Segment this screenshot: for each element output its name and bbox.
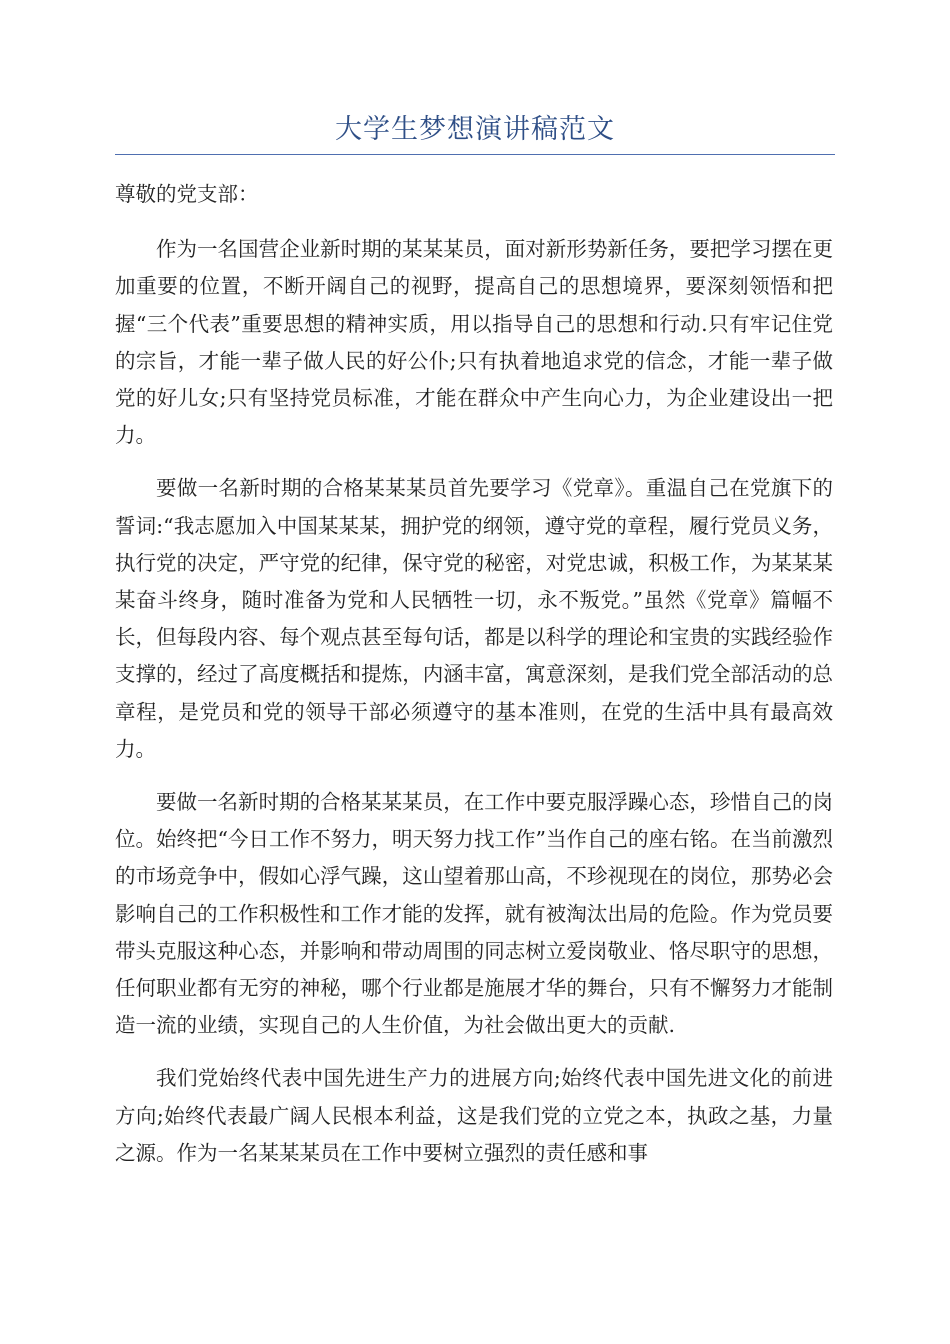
paragraph-4: 我们党始终代表中国先进生产力的进展方向;始终代表中国先进文化的前进方向;始终代表最广阔人民根本利益，这是我们党的立党之本，执政之基，力量之源。作为一名某某某员在工作中要树立强烈的责任感和事 — [115, 1066, 833, 1165]
document-body — [115, 176, 833, 1188]
document-title: 大学生梦想演讲稿范文 — [335, 114, 615, 145]
title-underline — [115, 154, 835, 155]
salutation: 尊敬的党支部： — [115, 182, 259, 206]
paragraph-1: 作为一名国营企业新时期的某某某员，面对新形势新任务，要把学习摆在更加重要的位置，不断开阔自己的视野，提高自己的思想境界，要深刻领悟和把握“三个代表”重要思想的精神实质，用以指导自己的思想和行动.只有牢记住党的宗旨，才能一辈子做人民的好公仆;只有执着地追求党的信念，才能一辈子做党的好儿女;只有坚持党员标准，才能在群众中产生向心力，为企业建设出一把力。 — [115, 237, 833, 448]
paragraph-3: 要做一名新时期的合格某某某员，在工作中要克服浮躁心态，珍惜自己的岗位。始终把“今日工作不努力，明天努力找工作”当作自己的座右铭。在当前激烈的市场竞争中，假如心浮气躁，这山望着那山高，不珍视现在的岗位，那势必会影响自己的工作积极性和工作才能的发挥，就有被淘汰出局的危险。作为党员要带头克服这种心态，并影响和带动周围的同志树立爱岗敬业、恪尽职守的思想，任何职业都有无穷的神秘，哪个行业都是施展才华的舞台，只有不懈努力才能制造一流的业绩，实现自己的人生价值，为社会做出更大的贡献. — [115, 790, 833, 1038]
paragraph-2: 要做一名新时期的合格某某某员首先要学习《党章》。重温自己在党旗下的誓词:“我志愿加入中国某某某，拥护党的纲领，遵守党的章程，履行党员义务，执行党的决定，严守党的纪律，保守党的秘密，对党忠诚，积极工作，为某某某某奋斗终身，随时准备为党和人民牺牲一切，永不叛党。”虽然《党章》篇幅不长，但每段内容、每个观点甚至每句话，都是以科学的理论和宝贵的实践经验作支撑的，经过了高度概括和提炼，内涵丰富，寓意深刻，是我们党全部活动的总章程，是党员和党的领导干部必须遵守的基本准则，在党的生活中具有最高效力。 — [115, 476, 833, 761]
